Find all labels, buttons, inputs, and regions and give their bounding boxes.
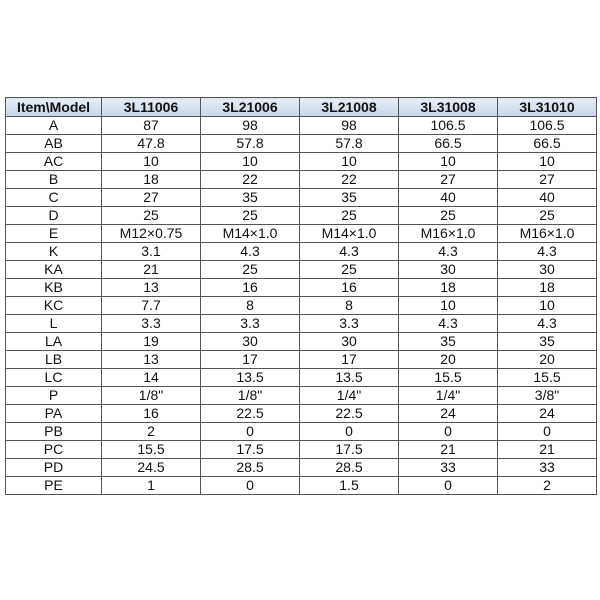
table-cell: 0 bbox=[399, 477, 498, 495]
row-item-label: D bbox=[6, 207, 102, 225]
table-cell: 4.3 bbox=[300, 243, 399, 261]
table-row bbox=[6, 297, 597, 315]
table-row bbox=[6, 189, 597, 207]
table-cell: 18 bbox=[498, 279, 597, 297]
row-item-label: PC bbox=[6, 441, 102, 459]
table-cell: 8 bbox=[201, 297, 300, 315]
table-cell: 1/8" bbox=[201, 387, 300, 405]
row-item-label: LC bbox=[6, 369, 102, 387]
table-cell: 4.3 bbox=[399, 315, 498, 333]
table-cell: 2 bbox=[498, 477, 597, 495]
table-row bbox=[6, 207, 597, 225]
table-body bbox=[6, 117, 597, 495]
table-cell: 13.5 bbox=[201, 369, 300, 387]
row-item-label: LA bbox=[6, 333, 102, 351]
table-cell: 1/4" bbox=[300, 387, 399, 405]
row-item-label: AB bbox=[6, 135, 102, 153]
spec-table bbox=[5, 97, 597, 495]
table-cell: M12×0.75 bbox=[102, 225, 201, 243]
table-cell: 47.8 bbox=[102, 135, 201, 153]
table-cell: 25 bbox=[201, 261, 300, 279]
table-cell: 8 bbox=[300, 297, 399, 315]
table-cell: 10 bbox=[300, 153, 399, 171]
table-cell: M16×1.0 bbox=[498, 225, 597, 243]
table-cell: 13 bbox=[102, 279, 201, 297]
row-item-label: LB bbox=[6, 351, 102, 369]
table-cell: 40 bbox=[399, 189, 498, 207]
table-cell: 35 bbox=[498, 333, 597, 351]
table-cell: 7.7 bbox=[102, 297, 201, 315]
table-cell: 22 bbox=[201, 171, 300, 189]
table-cell: 28.5 bbox=[201, 459, 300, 477]
table-cell: 13 bbox=[102, 351, 201, 369]
table-cell: 66.5 bbox=[498, 135, 597, 153]
table-cell: 10 bbox=[498, 153, 597, 171]
table-cell: M14×1.0 bbox=[300, 225, 399, 243]
table-cell: 98 bbox=[201, 117, 300, 135]
table-cell: 18 bbox=[102, 171, 201, 189]
table-cell: 1/8" bbox=[102, 387, 201, 405]
table-row bbox=[6, 153, 597, 171]
table-cell: 24 bbox=[498, 405, 597, 423]
table-cell: 87 bbox=[102, 117, 201, 135]
table-row bbox=[6, 315, 597, 333]
row-item-label: KA bbox=[6, 261, 102, 279]
table-cell: 18 bbox=[399, 279, 498, 297]
table-row bbox=[6, 351, 597, 369]
header-model: 3L21006 bbox=[201, 98, 300, 117]
table-cell: 2 bbox=[102, 423, 201, 441]
row-item-label: C bbox=[6, 189, 102, 207]
row-item-label: AC bbox=[6, 153, 102, 171]
table-cell: 35 bbox=[399, 333, 498, 351]
table-cell: 16 bbox=[102, 405, 201, 423]
table-cell: 3.1 bbox=[102, 243, 201, 261]
table-row bbox=[6, 171, 597, 189]
row-item-label: PA bbox=[6, 405, 102, 423]
table-cell: 27 bbox=[102, 189, 201, 207]
table-cell: 0 bbox=[399, 423, 498, 441]
table-row bbox=[6, 477, 597, 495]
table-cell: 30 bbox=[300, 333, 399, 351]
table-cell: 10 bbox=[399, 297, 498, 315]
table-row bbox=[6, 117, 597, 135]
table-cell: 4.3 bbox=[201, 243, 300, 261]
table-cell: 28.5 bbox=[300, 459, 399, 477]
row-item-label: B bbox=[6, 171, 102, 189]
table-cell: 106.5 bbox=[498, 117, 597, 135]
row-item-label: KC bbox=[6, 297, 102, 315]
table-cell: 19 bbox=[102, 333, 201, 351]
table-cell: 13.5 bbox=[300, 369, 399, 387]
table-cell: 57.8 bbox=[300, 135, 399, 153]
table-cell: 16 bbox=[201, 279, 300, 297]
table-cell: 40 bbox=[498, 189, 597, 207]
table-cell: 4.3 bbox=[399, 243, 498, 261]
row-item-label: PD bbox=[6, 459, 102, 477]
table-cell: 35 bbox=[201, 189, 300, 207]
table-cell: 15.5 bbox=[498, 369, 597, 387]
header-model: 3L31008 bbox=[399, 98, 498, 117]
table-row bbox=[6, 387, 597, 405]
table-cell: 16 bbox=[300, 279, 399, 297]
table-cell: 20 bbox=[498, 351, 597, 369]
row-item-label: PB bbox=[6, 423, 102, 441]
table-cell: 21 bbox=[102, 261, 201, 279]
table-cell: 3.3 bbox=[102, 315, 201, 333]
table-cell: 22.5 bbox=[300, 405, 399, 423]
table-cell: 22.5 bbox=[201, 405, 300, 423]
row-item-label: E bbox=[6, 225, 102, 243]
table-cell: 98 bbox=[300, 117, 399, 135]
table-cell: 0 bbox=[498, 423, 597, 441]
row-item-label: L bbox=[6, 315, 102, 333]
table-cell: 33 bbox=[399, 459, 498, 477]
table-cell: 15.5 bbox=[399, 369, 498, 387]
table-cell: 3.3 bbox=[300, 315, 399, 333]
table-row bbox=[6, 405, 597, 423]
table-cell: 25 bbox=[300, 207, 399, 225]
table-cell: 22 bbox=[300, 171, 399, 189]
table-cell: 17.5 bbox=[300, 441, 399, 459]
table-cell: 14 bbox=[102, 369, 201, 387]
table-cell: 35 bbox=[300, 189, 399, 207]
table-cell: 57.8 bbox=[201, 135, 300, 153]
table-cell: 30 bbox=[399, 261, 498, 279]
table-cell: 24.5 bbox=[102, 459, 201, 477]
table-cell: 17 bbox=[300, 351, 399, 369]
table-cell: 1/4" bbox=[399, 387, 498, 405]
table-cell: M14×1.0 bbox=[201, 225, 300, 243]
table-cell: 30 bbox=[498, 261, 597, 279]
table-cell: 3/8" bbox=[498, 387, 597, 405]
table-cell: 4.3 bbox=[498, 315, 597, 333]
table-row bbox=[6, 333, 597, 351]
table-row bbox=[6, 459, 597, 477]
row-item-label: P bbox=[6, 387, 102, 405]
table-cell: 24 bbox=[399, 405, 498, 423]
row-item-label: KB bbox=[6, 279, 102, 297]
table-row bbox=[6, 243, 597, 261]
table-cell: 10 bbox=[399, 153, 498, 171]
table-cell: 4.3 bbox=[498, 243, 597, 261]
header-row bbox=[6, 98, 597, 117]
table-cell: 20 bbox=[399, 351, 498, 369]
header-item-model: Item\Model bbox=[6, 98, 102, 117]
table-cell: 17.5 bbox=[201, 441, 300, 459]
table-cell: 25 bbox=[399, 207, 498, 225]
table-cell: 25 bbox=[201, 207, 300, 225]
table-cell: 106.5 bbox=[399, 117, 498, 135]
table-cell: 27 bbox=[498, 171, 597, 189]
row-item-label: A bbox=[6, 117, 102, 135]
table-cell: 10 bbox=[201, 153, 300, 171]
table-cell: 0 bbox=[201, 423, 300, 441]
table-row bbox=[6, 279, 597, 297]
table-row bbox=[6, 369, 597, 387]
table-cell: 27 bbox=[399, 171, 498, 189]
table-cell: 33 bbox=[498, 459, 597, 477]
header-model: 3L11006 bbox=[102, 98, 201, 117]
table-cell: 25 bbox=[300, 261, 399, 279]
header-model: 3L31010 bbox=[498, 98, 597, 117]
table-cell: 21 bbox=[498, 441, 597, 459]
table-cell: 30 bbox=[201, 333, 300, 351]
table-cell: 25 bbox=[102, 207, 201, 225]
table-cell: 21 bbox=[399, 441, 498, 459]
row-item-label: PE bbox=[6, 477, 102, 495]
table-cell: 3.3 bbox=[201, 315, 300, 333]
header-model: 3L21008 bbox=[300, 98, 399, 117]
table-cell: 10 bbox=[102, 153, 201, 171]
table-cell: M16×1.0 bbox=[399, 225, 498, 243]
table-cell: 10 bbox=[498, 297, 597, 315]
table-row bbox=[6, 441, 597, 459]
row-item-label: K bbox=[6, 243, 102, 261]
table-cell: 17 bbox=[201, 351, 300, 369]
table-cell: 25 bbox=[498, 207, 597, 225]
table-row bbox=[6, 261, 597, 279]
table-row bbox=[6, 423, 597, 441]
table-cell: 0 bbox=[300, 423, 399, 441]
table-cell: 15.5 bbox=[102, 441, 201, 459]
table-cell: 1.5 bbox=[300, 477, 399, 495]
table-cell: 1 bbox=[102, 477, 201, 495]
table-cell: 66.5 bbox=[399, 135, 498, 153]
table-row bbox=[6, 225, 597, 243]
table-row bbox=[6, 135, 597, 153]
table-cell: 0 bbox=[201, 477, 300, 495]
